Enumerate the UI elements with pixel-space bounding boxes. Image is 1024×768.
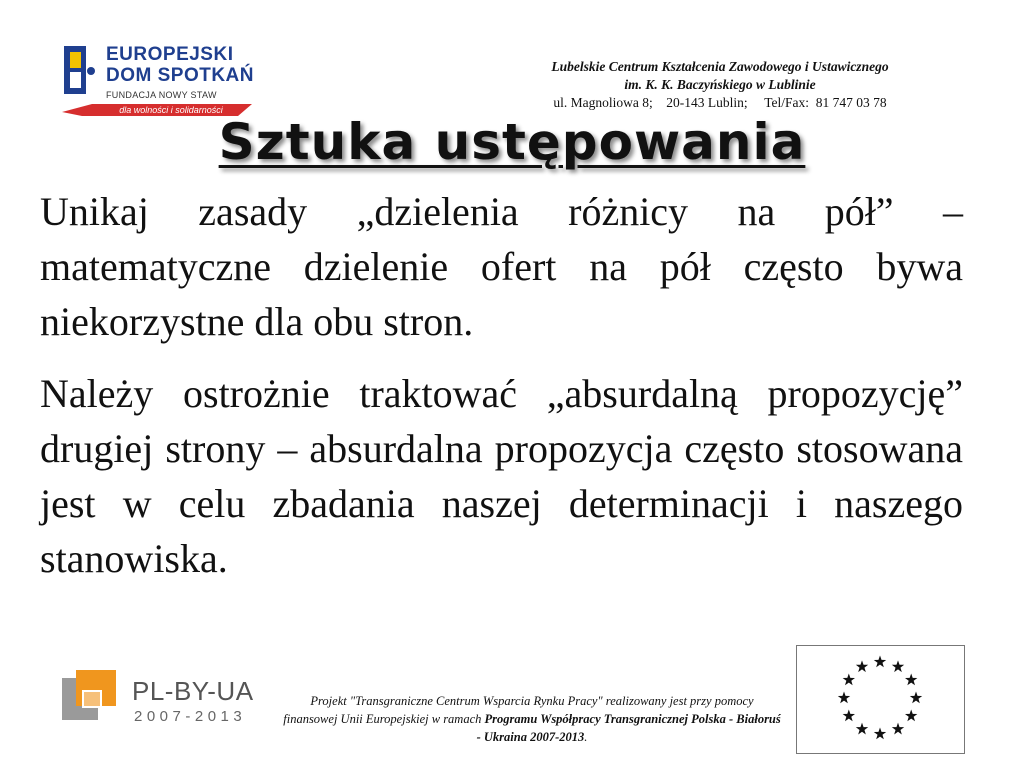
eu-star <box>892 723 904 735</box>
eu-star <box>905 674 917 686</box>
org-name-line1: EUROPEJSKI <box>106 44 234 65</box>
org-tagline: dla wolności i solidarności <box>119 105 223 115</box>
paragraph-2: Należy ostrożnie traktować „absurdalną propozycję” drugiej strony – absurdalna propozycja często stosowana jest w celu zbadania naszej determinacji i naszego stanowiska. <box>40 371 963 581</box>
pl-by-ua-squares-icon <box>62 670 120 728</box>
org-subtitle: FUNDACJA NOWY STAW <box>106 90 217 100</box>
program-name: Programu Współpracy Transgranicznej Polska - Białoruś - Ukraina 2007-2013 <box>476 712 781 744</box>
institution-address: ul. Magnoliowa 8; 20-143 Lublin; Tel/Fax: 81 747 03 78 <box>553 95 887 110</box>
eu-stars-icon <box>797 646 964 753</box>
slide-body <box>40 184 963 603</box>
program-brand: PL-BY-UA <box>132 676 254 706</box>
eu-star <box>910 692 922 704</box>
org-name-line2: DOM SPOTKAŃ <box>106 65 254 86</box>
eu-star <box>843 674 855 686</box>
slide-title: Sztuka ustępowania <box>218 113 806 171</box>
eu-star <box>874 728 886 740</box>
eu-star <box>905 710 917 722</box>
institution-name: Lubelskie Centrum Kształcenia Zawodowego i Ustawicznego <box>551 59 889 74</box>
institution-patron: im. K. K. Baczyńskiego w Lublinie <box>624 77 816 92</box>
eu-star <box>892 660 904 672</box>
pl-by-ua-logo <box>62 670 262 734</box>
eu-flag <box>796 645 965 754</box>
eu-star <box>843 710 855 722</box>
paragraph-1: Unikaj zasady „dzielenia różnicy na pół” – matematyczne dzielenie ofert na pół często bywa niekorzystne dla obu stron. <box>40 189 963 344</box>
project-funding-note <box>282 692 782 746</box>
eu-star <box>838 692 850 704</box>
project-text-end: . <box>584 730 588 744</box>
door-logo-icon <box>62 44 98 98</box>
europejski-dom-spotkan-logo <box>62 42 262 120</box>
project-text: Projekt "Transgraniczne Centrum Wsparcia Rynku Pracy" realizowany jest przy pomocy finansowej Unii Europejskiej w ramach <box>283 694 754 726</box>
eu-star <box>856 723 868 735</box>
institution-info <box>470 58 970 112</box>
program-years: 2007-2013 <box>134 708 247 725</box>
eu-star <box>874 656 886 668</box>
eu-star <box>856 660 868 672</box>
